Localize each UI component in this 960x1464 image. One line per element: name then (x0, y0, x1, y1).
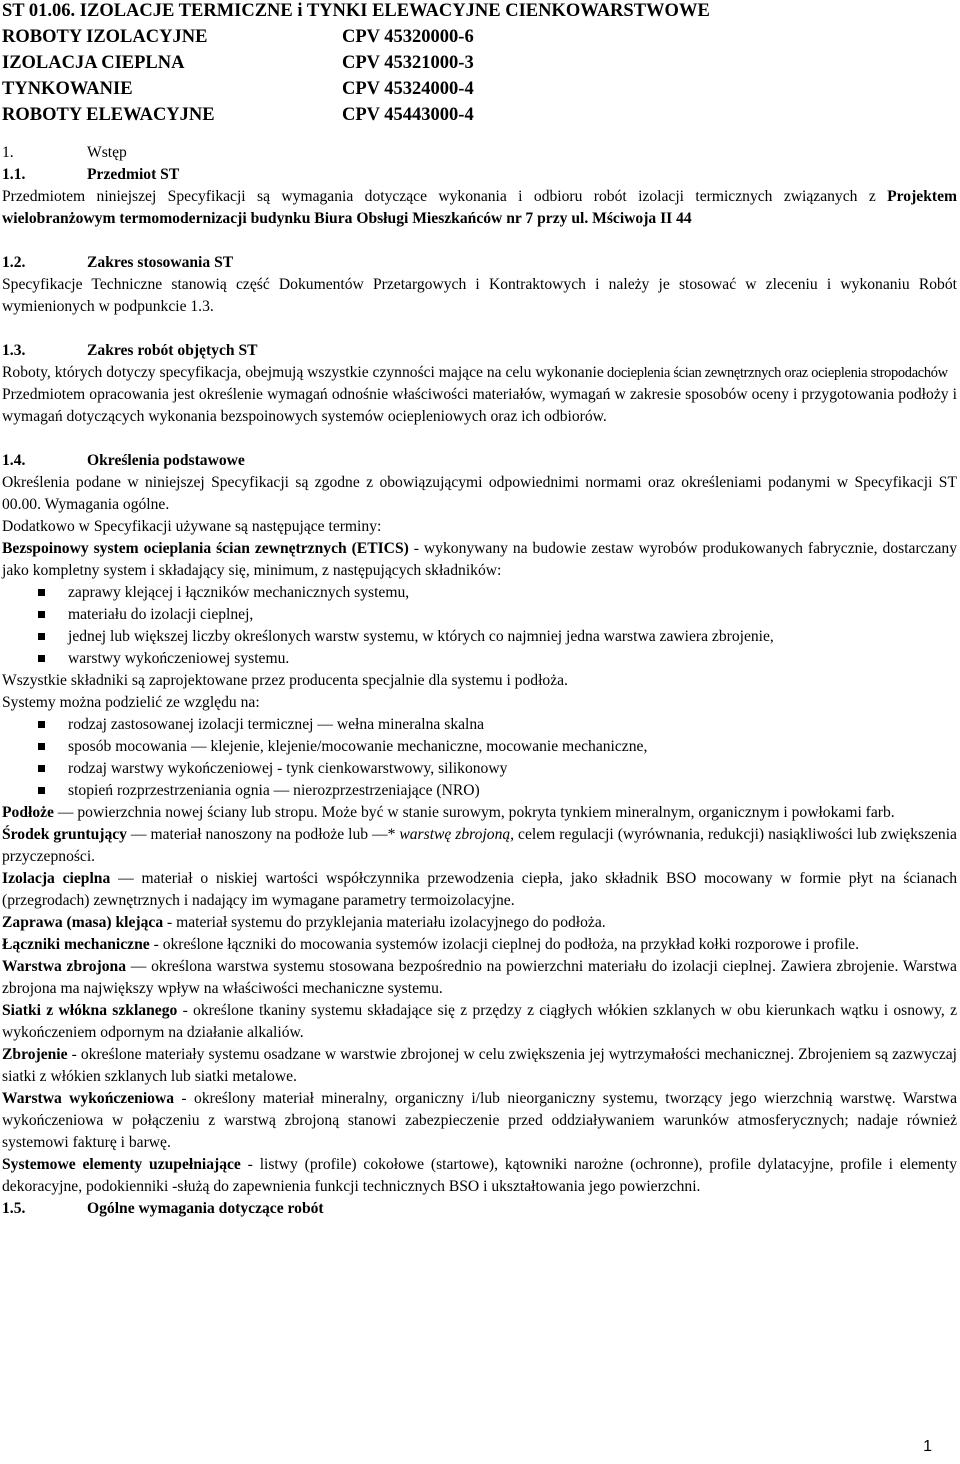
term-definition: Siatki z włókna szklanego - określone tkaniny systemu składające się z przędzy z ciągłych włókien szklanych w obu kierunkach wątku i osnowy, z wykończeniem odpornym na działanie alkaliów. (2, 1002, 957, 1041)
paragraph: Przedmiotem opracowania jest określenie wymagań odnośnie właściwości materiałów, wymagań w zakresie sposobów oceny i przygotowania podłoży i wymagań dotyczących wykonania bezspoinowych systemów ociepleniowych oraz ich odbiorów. (2, 386, 957, 425)
section-heading: 1.5. Ogólne wymagania dotyczące robót (2, 1200, 324, 1217)
list-item: jednej lub większej liczby określonych warstw systemu, w których co najmniej jedna warstwa zawiera zbrojenie, (2, 626, 957, 648)
square-bullet-icon (38, 765, 45, 772)
list-item: materiału do izolacji cieplnej, (2, 604, 957, 626)
cpv-row: TYNKOWANIE CPV 45324000-4 (2, 79, 474, 99)
square-bullet-icon (38, 633, 45, 640)
page-number: 1 (923, 1438, 932, 1455)
cpv-row: IZOLACJA CIEPLNA CPV 45321000-3 (2, 53, 474, 73)
square-bullet-icon (38, 787, 45, 794)
cpv-row: ROBOTY IZOLACYJNE CPV 45320000-6 (2, 27, 474, 47)
list-item: rodzaj zastosowanej izolacji termicznej — wełna mineralna skalna (2, 714, 957, 736)
term-definition: Warstwa wykończeniowa - określony materiał mineralny, organiczny i/lub nieorganiczny systemu, tworzący jego wierzchnią warstwę. Warstwa wykończeniowa w połączeniu z warstwą zbrojoną stanowi zabezpieczenie przed oddziaływaniem warunków atmosferycznych; nadaje również systemowi fakturę i barwę. (2, 1090, 957, 1151)
term-definition: Bezspoinowy system ocieplania ścian zewnętrznych (ETICS) - wykonywany na budowie zestaw wyrobów produkowanych fabrycznie, dostarczany jako kompletny system i składający się, minimum, z następujących składników: (2, 540, 957, 579)
criteria-list (2, 714, 957, 802)
section-heading: 1.1. Przedmiot ST (2, 166, 180, 183)
section-heading: 1.3. Zakres robót objętych ST (2, 342, 258, 359)
document-title: ST 01.06. IZOLACJE TERMICZNE i TYNKI ELEWACYJNE CIENKOWARSTWOWE (2, 1, 710, 21)
list-item: stopień rozprzestrzeniania ognia — nierozprzestrzeniające (NRO) (2, 780, 957, 802)
list-item: zaprawy klejącej i łączników mechanicznych systemu, (2, 582, 957, 604)
term-definition: Zaprawa (masa) klejąca - materiał systemu do przyklejania materiału izolacyjnego do podłoża. (2, 914, 606, 931)
cpv-row: ROBOTY ELEWACYJNE CPV 45443000-4 (2, 105, 474, 125)
square-bullet-icon (38, 589, 45, 596)
paragraph: Dodatkowo w Specyfikacji używane są następujące terminy: (2, 518, 382, 535)
term-definition: Łączniki mechaniczne - określone łączniki do mocowania systemów izolacji cieplnej do podłoża, na przykład kołki rozporowe i profile. (2, 936, 859, 953)
paragraph: Systemy można podzielić ze względu na: (2, 694, 260, 711)
term-definition: Systemowe elementy uzupełniające - listwy (profile) cokołowe (startowe), kątowniki narożne (ochronne), profile dylatacyjne, profile i elementy dekoracyjne, podokienniki -służą do zapewnienia funkcji technicznych BSO i ukształtowania jego powierzchni. (2, 1156, 957, 1195)
square-bullet-icon (38, 655, 45, 662)
term-definition: Izolacja cieplna — materiał o niskiej wartości współczynnika przewodzenia ciepła, jako składnik BSO mocowany w formie płyt na ścianach (przegrodach) zewnętrznych i nadający im wymagane parametry termoizolacyjne. (2, 870, 957, 909)
paragraph: Roboty, których dotyczy specyfikacja, obejmują wszystkie czynności mające na celu wykonanie docieplenia ścian zewnętrznych oraz ocieplenia stropodachów (2, 364, 948, 381)
cpv-list (2, 24, 957, 128)
paragraph: Wszystkie składniki są zaprojektowane przez producenta specjalnie dla systemu i podłoża. (2, 672, 568, 689)
list-item: rodzaj warstwy wykończeniowej - tynk cienkowarstwowy, silikonowy (2, 758, 957, 780)
component-list (2, 582, 957, 670)
square-bullet-icon (38, 611, 45, 618)
paragraph: Przedmiotem niniejszej Specyfikacji są wymagania dotyczące wykonania i odbioru robót izolacji termicznych związanych z Projektem wielobranżowym termomodernizacji budynku Biura Obsługi Mieszkańców nr 7 przy ul. Mściwoja II 44 (2, 188, 957, 227)
square-bullet-icon (38, 721, 45, 728)
section-heading: 1.4. Określenia podstawowe (2, 452, 245, 469)
square-bullet-icon (38, 743, 45, 750)
paragraph: Specyfikacje Techniczne stanowią część Dokumentów Przetargowych i Kontraktowych i należy je stosować w zleceniu i wykonaniu Robót wymienionych w podpunkcie 1.3. (2, 276, 957, 315)
paragraph: Określenia podane w niniejszej Specyfikacji są zgodne z obowiązującymi odpowiednimi normami oraz określeniami podanymi w Specyfikacji ST 00.00. Wymagania ogólne. (2, 474, 957, 513)
term-definition: Zbrojenie - określone materiały systemu osadzane w warstwie zbrojonej w celu zwiększenia jej wytrzymałości mechanicznej. Zbrojeniem są zazwyczaj siatki z włókien szklanych lub siatki metalowe. (2, 1046, 957, 1085)
section-heading: 1. Wstęp (2, 144, 127, 161)
list-item: warstwy wykończeniowej systemu. (2, 648, 957, 670)
document-page (2, 0, 957, 1220)
term-definition: Środek gruntujący — materiał nanoszony na podłoże lub —* warstwę zbrojoną, celem regulacji (wyrównania, redukcji) nasiąkliwości lub zwiększenia przyczepności. (2, 826, 957, 865)
section-heading: 1.2. Zakres stosowania ST (2, 254, 234, 271)
term-definition: Podłoże — powierzchnia nowej ściany lub stropu. Może być w stanie surowym, pokryta tynkiem mineralnym, organicznym i powłokami farb. (2, 804, 895, 821)
term-definition: Warstwa zbrojona — określona warstwa systemu stosowana bezpośrednio na powierzchni materiału do izolacji cieplnej. Zawiera zbrojenie. Warstwa zbrojona ma największy wpływ na właściwości mechaniczne systemu. (2, 958, 957, 997)
list-item: sposób mocowania — klejenie, klejenie/mocowanie mechaniczne, mocowanie mechaniczne, (2, 736, 957, 758)
